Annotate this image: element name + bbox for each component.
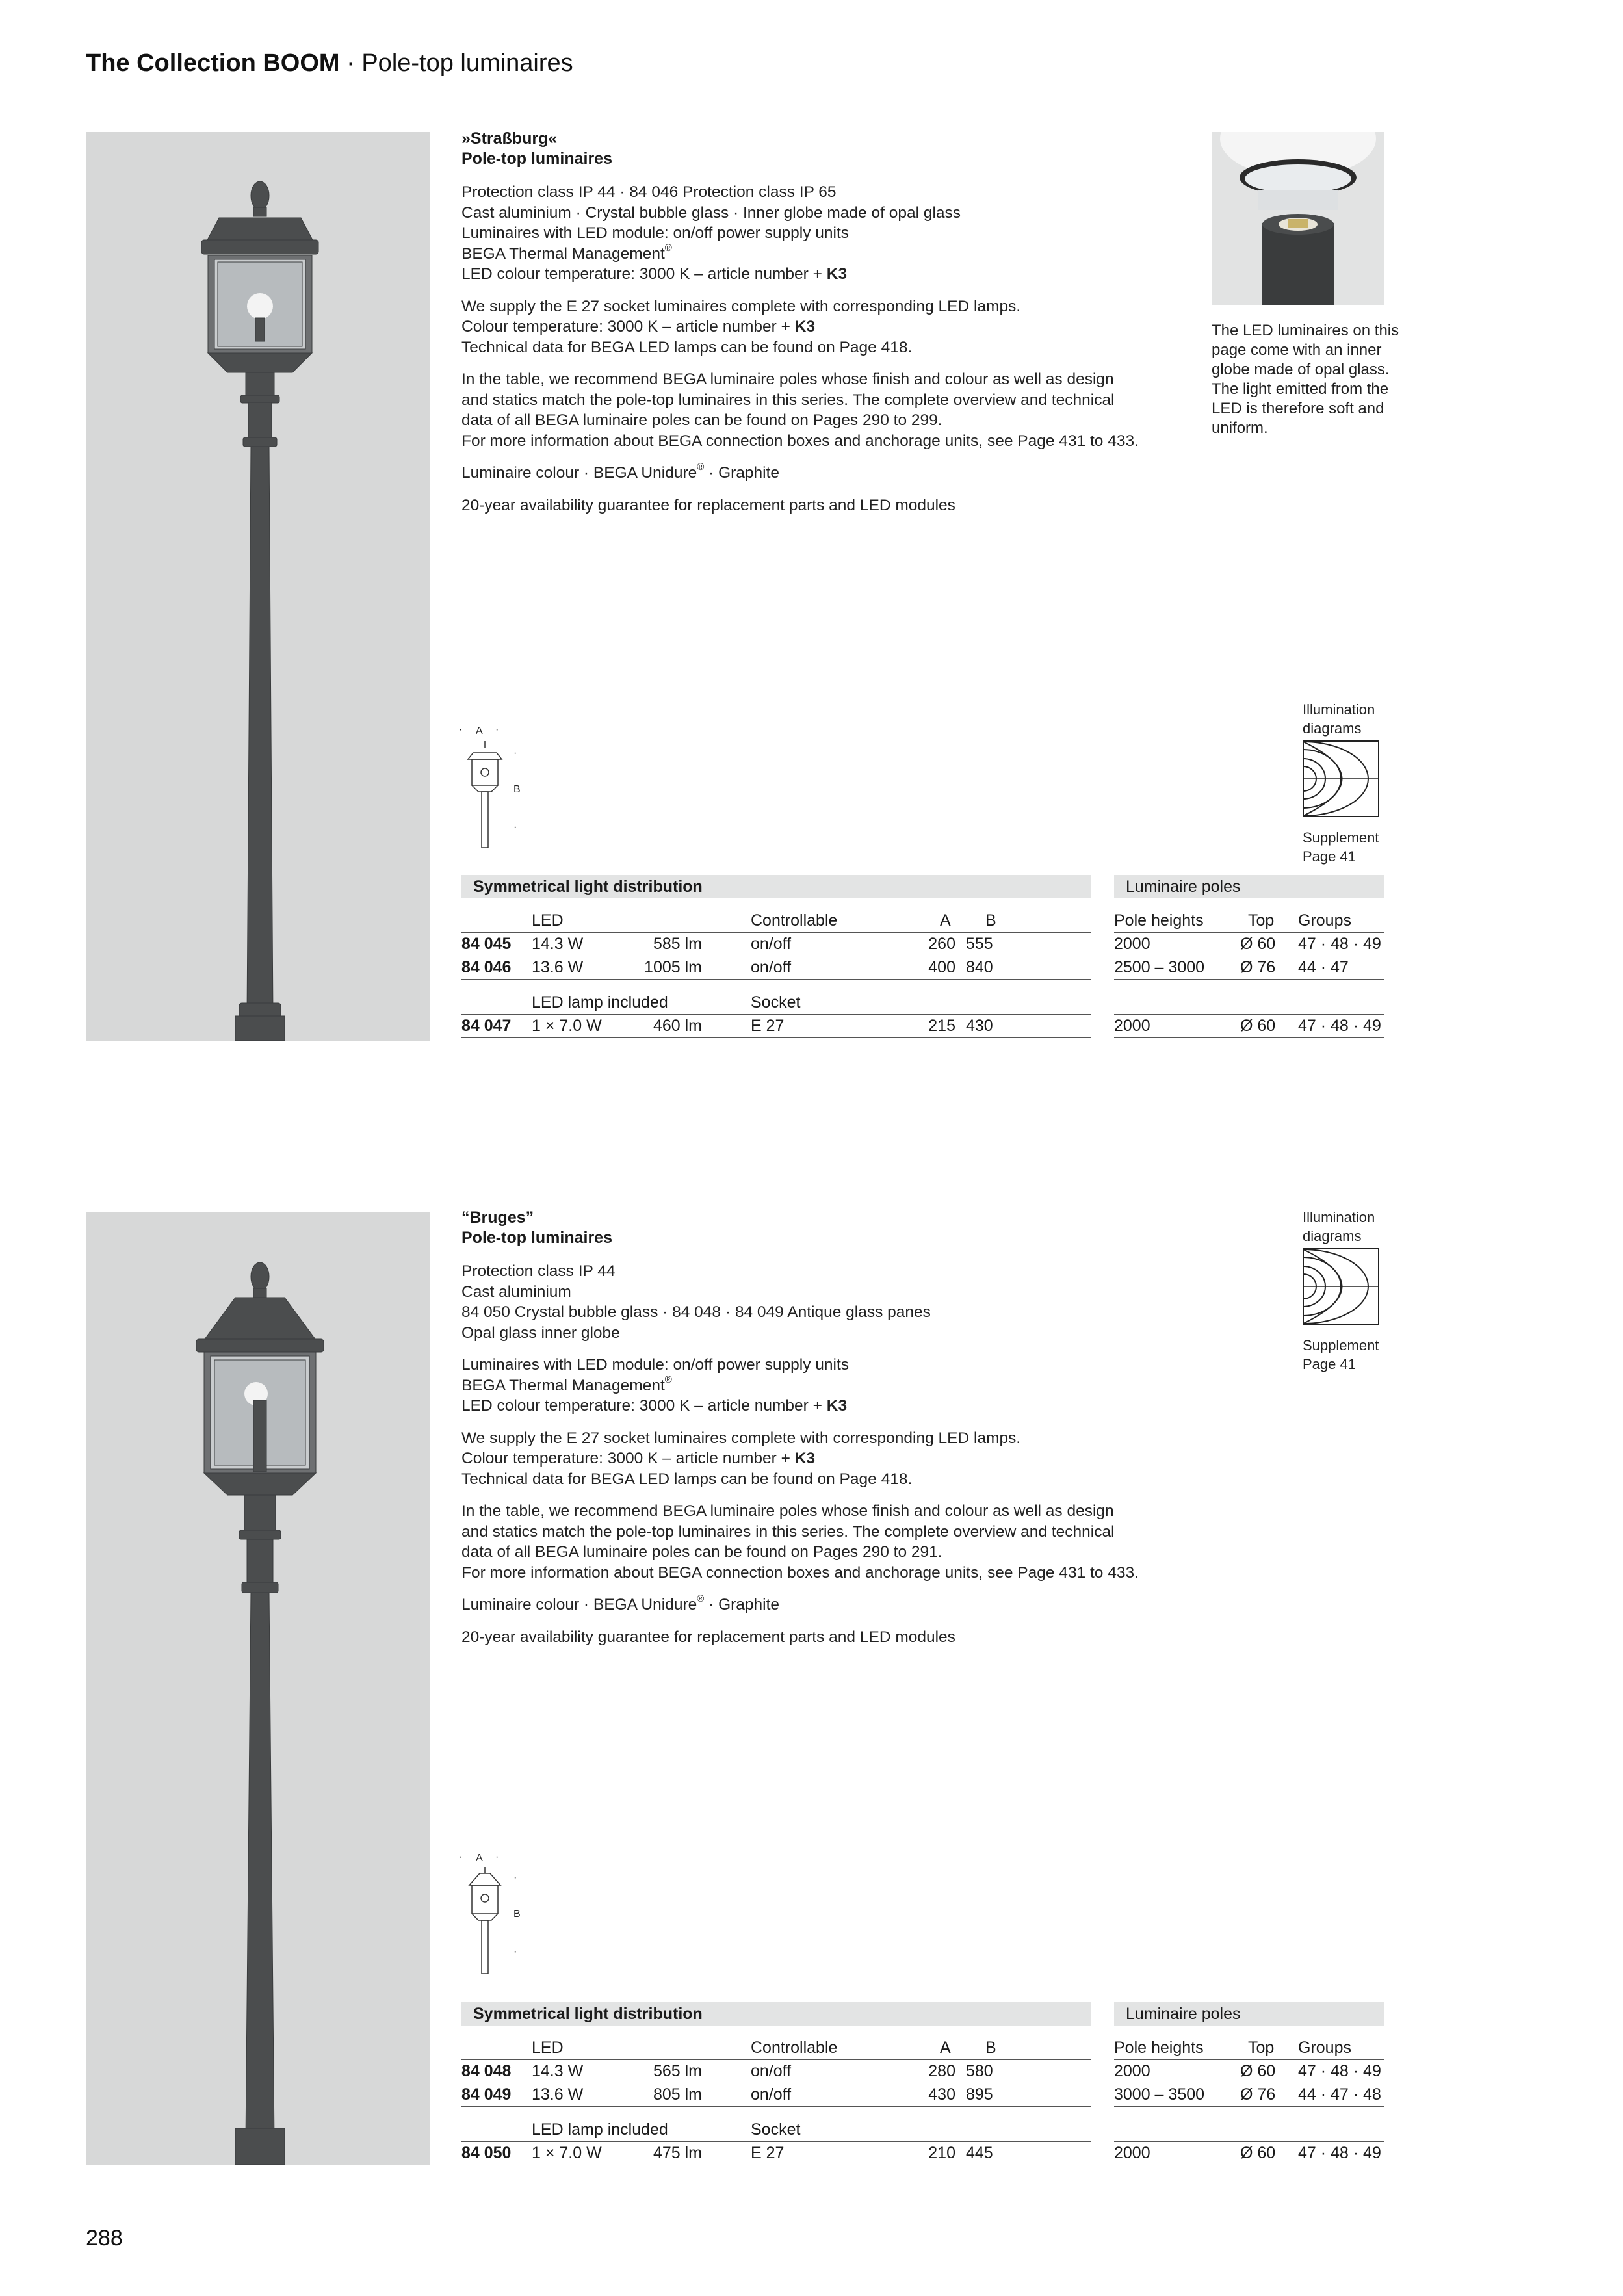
poles-title: Luminaire poles [1114, 2002, 1384, 2026]
description-line: 20-year availability guarantee for replacement parts and LED modules [461, 1628, 955, 1646]
poles-row: 2500 – 3000 Ø 76 44 · 47 [1114, 956, 1384, 980]
poles-header-row: Pole heights Top Groups [1114, 2036, 1384, 2060]
description-line: data of all BEGA luminaire poles can be found on Pages 290 to 299. [461, 411, 942, 429]
description-line: Luminaires with LED module: on/off power supply units [461, 224, 850, 242]
description-line: 20-year availability guarantee for replacement parts and LED modules [461, 496, 955, 514]
dimension-sketch: · A · · B · [459, 723, 537, 866]
product-photo-bruges [86, 1212, 430, 2165]
description-line: BEGA Thermal Management® [461, 1374, 672, 1394]
page-number: 288 [86, 2226, 123, 2250]
description-line: Opal glass inner globe [461, 1324, 620, 1342]
product-subtitle: Pole-top luminaires [461, 150, 612, 168]
description-line: BEGA Thermal Management® [461, 242, 672, 263]
description-line: We supply the E 27 socket luminaires complete with corresponding LED lamps. [461, 297, 1021, 315]
table-row: 84 045 14.3 W 585 lm on/off 260 555 [461, 932, 1091, 956]
strassburg-luminaire-illustration [86, 132, 430, 1041]
description-line: For more information about BEGA connection boxes and anchorage units, see Page 431 to 433. [461, 432, 1139, 450]
table-title: Symmetrical light distribution [461, 2002, 1091, 2026]
description-line: Technical data for BEGA LED lamps can be found on Page 418. [461, 338, 913, 356]
description-paragraph [461, 1501, 1183, 1583]
poles-row: 2000 Ø 60 47 · 48 · 49 [1114, 2141, 1384, 2165]
luminaire-outline-icon [464, 1866, 506, 1976]
description-line: We supply the E 27 socket luminaires complete with corresponding LED lamps. [461, 1429, 1021, 1447]
product-name: “Bruges” [461, 1208, 534, 1227]
description-line: Colour temperature: 3000 K – article number + K3 [461, 318, 816, 335]
table-row: 84 047 1 × 7.0 W 460 lm E 27 215 430 [461, 1014, 1091, 1038]
poles-title: Luminaire poles [1114, 875, 1384, 898]
dimension-sketch: · A · · B · [459, 1850, 537, 1993]
description-line: LED colour temperature: 3000 K – article number + K3 [461, 1397, 848, 1415]
description-paragraph [461, 495, 1183, 516]
product-name: »Straßburg« [461, 129, 558, 148]
illumination-diagram-icon [1303, 740, 1379, 817]
description-line: and statics match the pole-top luminaires in this series. The complete overview and technical [461, 391, 1115, 409]
table-title: Symmetrical light distribution [461, 875, 1091, 898]
description-line: 84 050 Crystal bubble glass · 84 048 · 84 049 Antique glass panes [461, 1303, 931, 1321]
page-title [86, 49, 573, 77]
table-row: 84 048 14.3 W 565 lm on/off 280 580 [461, 2059, 1091, 2083]
table-row: 84 046 13.6 W 1005 lm on/off 400 840 [461, 956, 1091, 980]
collection-name: The Collection BOOM [86, 49, 340, 77]
led-module-detail-photo [1212, 132, 1384, 305]
illumination-diagram[interactable]: Illumination diagrams Supplement Page 41 [1303, 701, 1379, 865]
poles-header-row: Pole heights Top Groups [1114, 909, 1384, 933]
poles-row [1114, 991, 1384, 1015]
description-line: Technical data for BEGA LED lamps can be found on Page 418. [461, 1470, 913, 1488]
bruges-luminaire-illustration [86, 1212, 430, 2165]
description-line: Cast aluminium [461, 1283, 571, 1301]
description-paragraph [461, 1627, 1183, 1648]
description-paragraph [461, 1428, 1183, 1490]
description-line: and statics match the pole-top luminaires in this series. The complete overview and technical [461, 1522, 1115, 1541]
description-line: Luminaires with LED module: on/off power supply units [461, 1356, 850, 1374]
product-description [461, 1261, 1183, 1659]
description-line: In the table, we recommend BEGA luminaire poles whose finish and colour as well as design [461, 371, 1114, 388]
table-header-row: LED lamp included Socket [461, 2118, 1091, 2142]
description-paragraph [461, 1595, 1183, 1615]
table-header-row: LED Controllable A B [461, 2036, 1091, 2060]
description-line: Protection class IP 44 [461, 1262, 616, 1280]
description-line: In the table, we recommend BEGA luminaire poles whose finish and colour as well as design [461, 1502, 1114, 1520]
description-paragraph [461, 369, 1183, 451]
description-line: Colour temperature: 3000 K – article number + K3 [461, 1450, 816, 1467]
product-photo-strassburg [86, 132, 430, 1041]
table-header-row: LED lamp included Socket [461, 991, 1091, 1015]
description-paragraph [461, 1261, 1183, 1343]
poles-row: 2000 Ø 60 47 · 48 · 49 [1114, 1014, 1384, 1038]
description-paragraph [461, 1355, 1183, 1416]
description-paragraph [461, 296, 1183, 358]
table-row: 84 049 13.6 W 805 lm on/off 430 895 [461, 2083, 1091, 2107]
description-paragraph [461, 463, 1183, 484]
table-row: 84 050 1 × 7.0 W 475 lm E 27 210 445 [461, 2141, 1091, 2165]
poles-row [1114, 2118, 1384, 2142]
collection-subtitle: · Pole-top luminaires [346, 49, 573, 77]
description-line: Luminaire colour · BEGA Unidure® · Graphite [461, 1593, 780, 1613]
poles-row: 3000 – 3500 Ø 76 44 · 47 · 48 [1114, 2083, 1384, 2107]
side-note: The LED luminaires on this page come with an inner globe made of opal glass. The light emitted from the LED is therefore soft and uniform. [1212, 322, 1399, 437]
description-line: Protection class IP 44 · 84 046 Protection class IP 65 [461, 183, 837, 201]
luminaire-outline-icon [464, 740, 506, 850]
product-description [461, 182, 1183, 527]
poles-row: 2000 Ø 60 47 · 48 · 49 [1114, 2059, 1384, 2083]
description-line: LED colour temperature: 3000 K – article number + K3 [461, 265, 848, 283]
description-line: Luminaire colour · BEGA Unidure® · Graphite [461, 462, 780, 482]
illumination-diagram-icon [1303, 1248, 1379, 1325]
description-paragraph [461, 182, 1183, 285]
description-line: For more information about BEGA connection boxes and anchorage units, see Page 431 to 433. [461, 1563, 1139, 1582]
description-line: Cast aluminium · Crystal bubble glass · Inner globe made of opal glass [461, 203, 961, 222]
table-header-row: LED Controllable A B [461, 909, 1091, 933]
illumination-diagram[interactable]: Illumination diagrams Supplement Page 41 [1303, 1209, 1379, 1372]
description-line: data of all BEGA luminaire poles can be found on Pages 290 to 291. [461, 1543, 942, 1561]
product-subtitle: Pole-top luminaires [461, 1229, 612, 1247]
poles-row: 2000 Ø 60 47 · 48 · 49 [1114, 932, 1384, 956]
